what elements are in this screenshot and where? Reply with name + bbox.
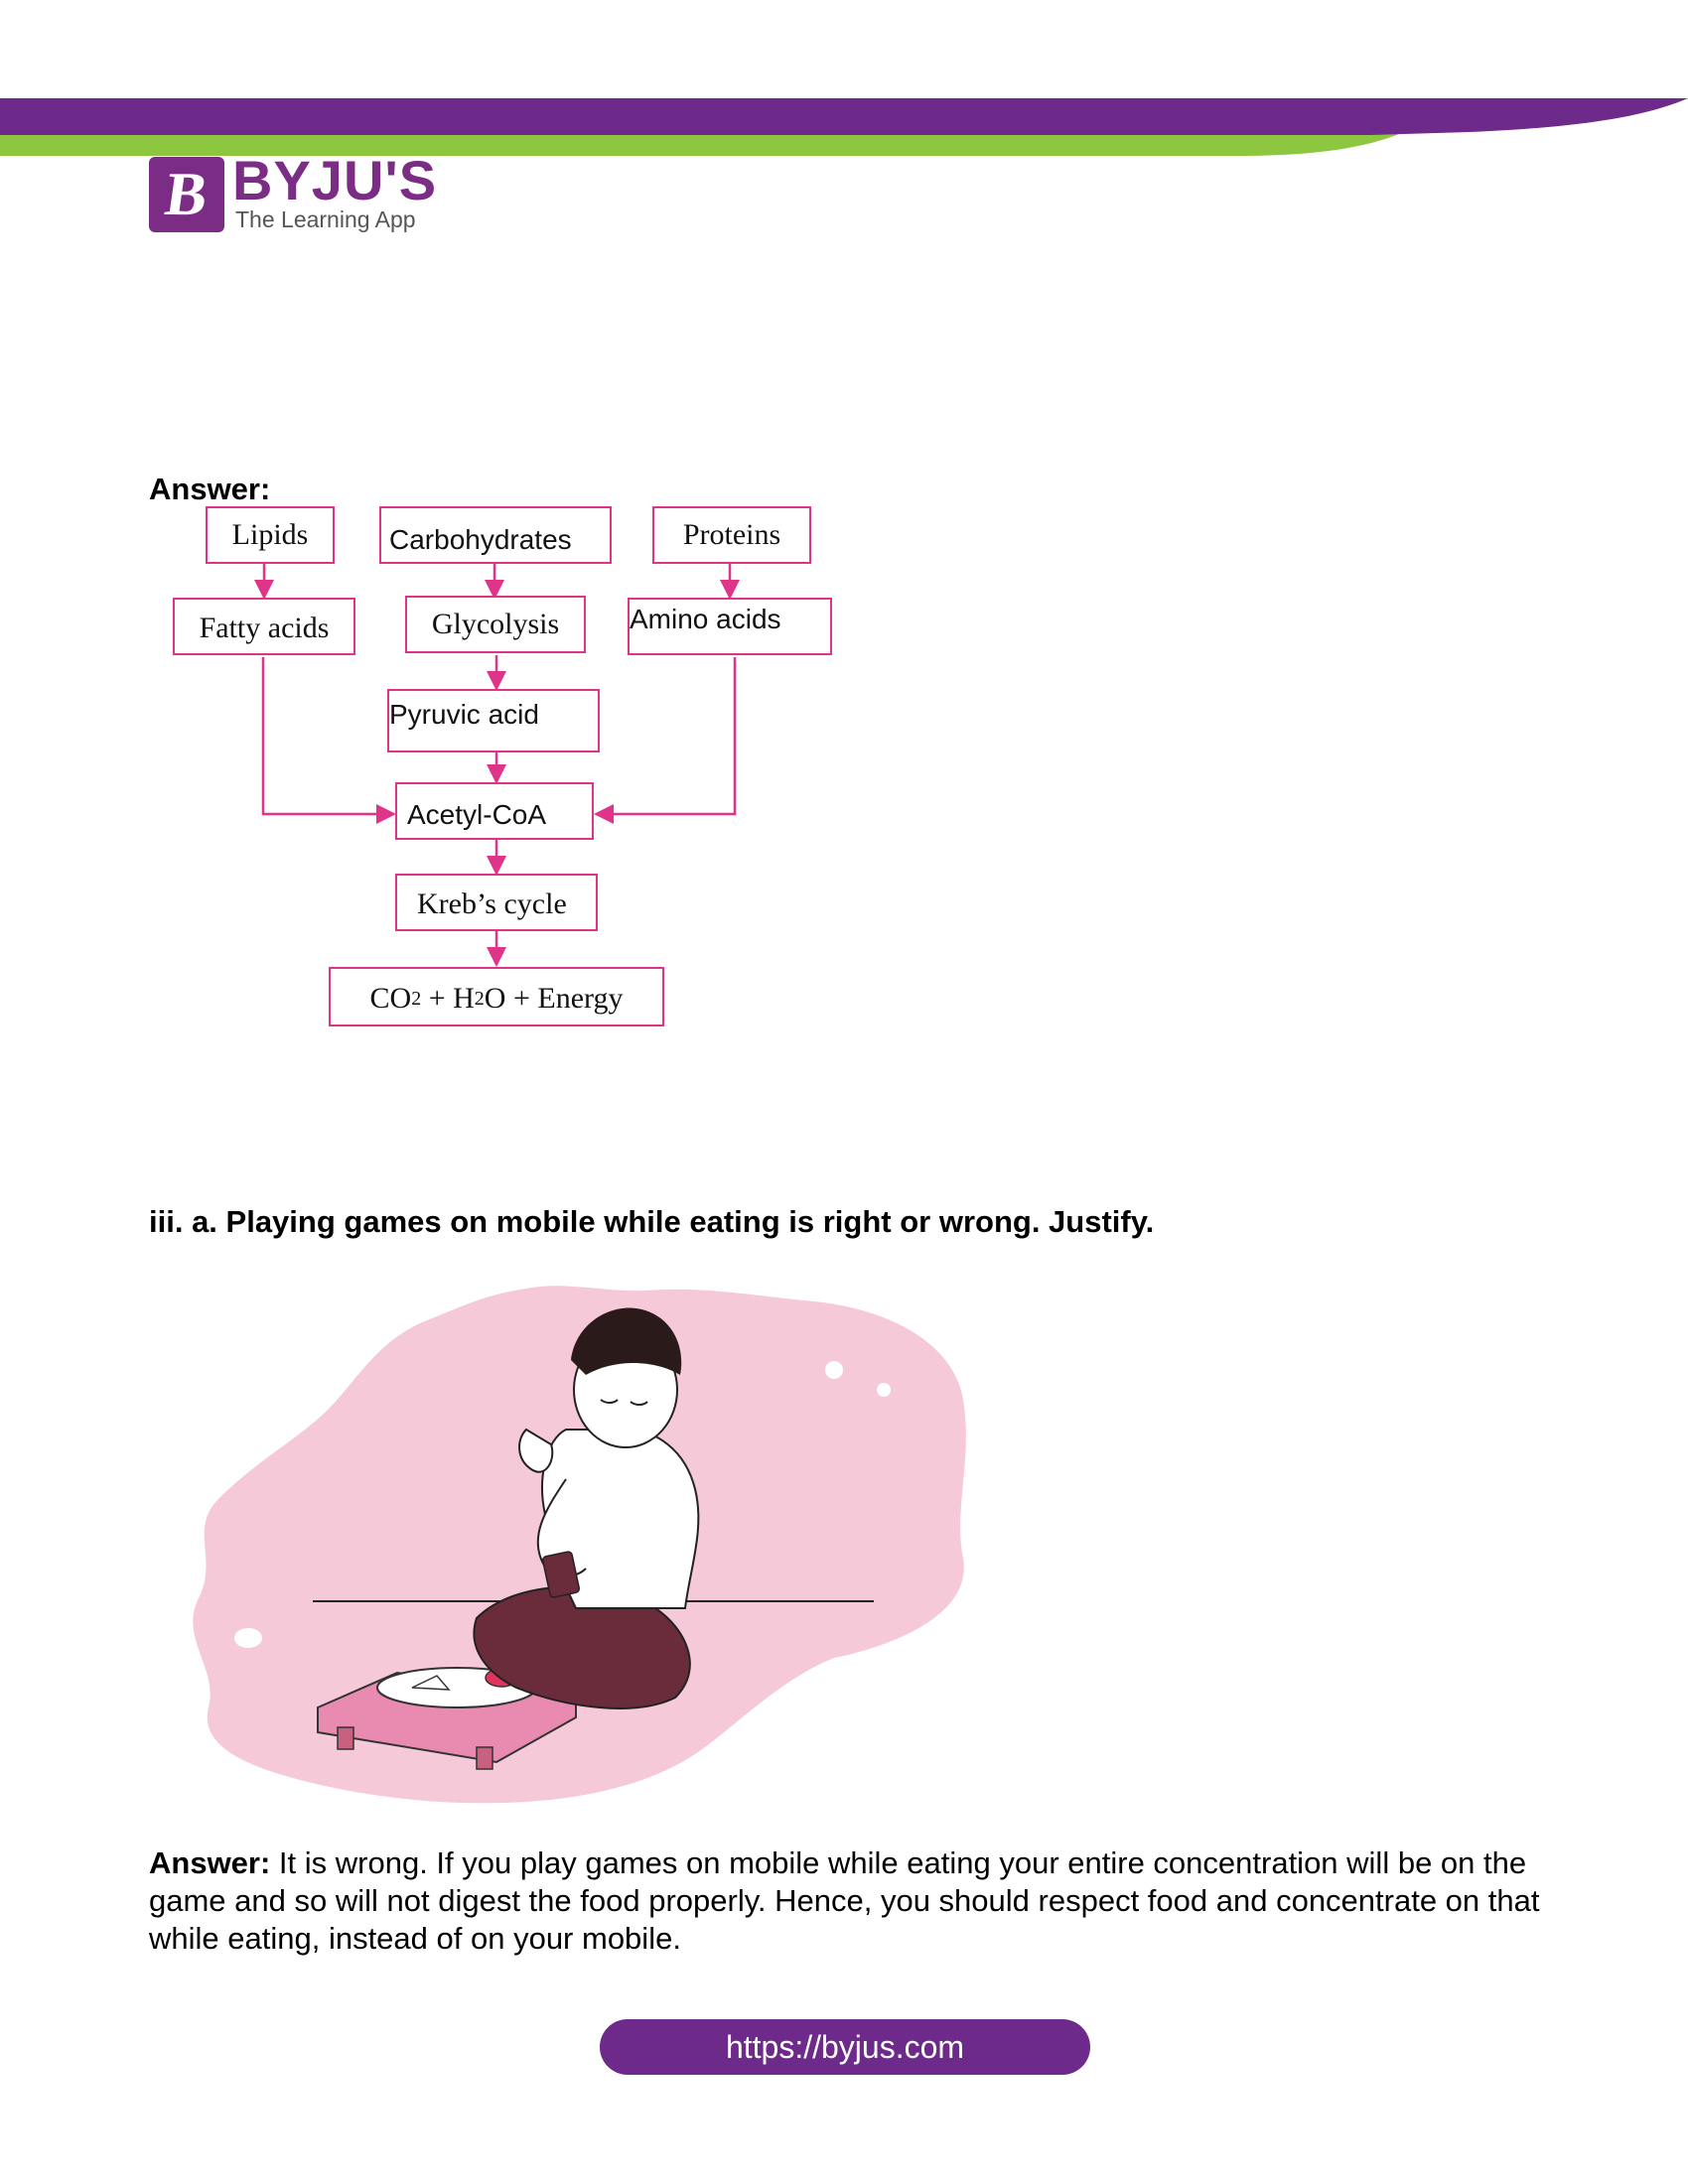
products-h-subscript: 2 (474, 988, 485, 1010)
node-products (329, 967, 664, 1026)
footer-url-link[interactable]: https://byjus.com (600, 2019, 1090, 2075)
products-rest: O + Energy (484, 982, 624, 1015)
products-plus-h: + H (421, 982, 475, 1015)
node-carbohydrates: Carbohydrates (379, 506, 612, 564)
products-co: CO (369, 982, 412, 1015)
node-lipids: Lipids (206, 506, 335, 564)
node-fatty-acids: Fatty acids (173, 598, 355, 655)
answer-paragraph-label: Answer: (149, 1845, 271, 1880)
brand-name: BYJU'S (232, 149, 438, 211)
brand-logo (149, 149, 438, 236)
node-pyruvic-acid: Pyruvic acid (387, 689, 600, 752)
node-krebs-cycle: Kreb’s cycle (395, 874, 598, 931)
products-co-subscript: 2 (411, 988, 422, 1010)
boy-playing-mobile-while-eating-icon (189, 1281, 973, 1817)
node-proteins: Proteins (652, 506, 811, 564)
node-glycolysis: Glycolysis (405, 596, 586, 653)
node-amino-acids: Amino acids (628, 598, 832, 655)
answer-label: Answer: (149, 472, 271, 506)
brand-tagline: The Learning App (235, 206, 416, 232)
question-heading: iii. a. Playing games on mobile while eating is right or wrong. Justify. (149, 1204, 1155, 1239)
logo-letter: B (161, 161, 212, 228)
node-acetyl-coa: Acetyl-CoA (395, 782, 594, 840)
logo-mark (149, 157, 224, 232)
answer-paragraph (149, 1844, 1559, 1958)
header-band (0, 0, 1688, 169)
answer-paragraph-text: It is wrong. If you play games on mobile while eating your entire concentration will be on the game and so will not digest the food properly. Hence, you should respect food and concentrate on that while eating, instead of on your mobile. (149, 1845, 1540, 1956)
